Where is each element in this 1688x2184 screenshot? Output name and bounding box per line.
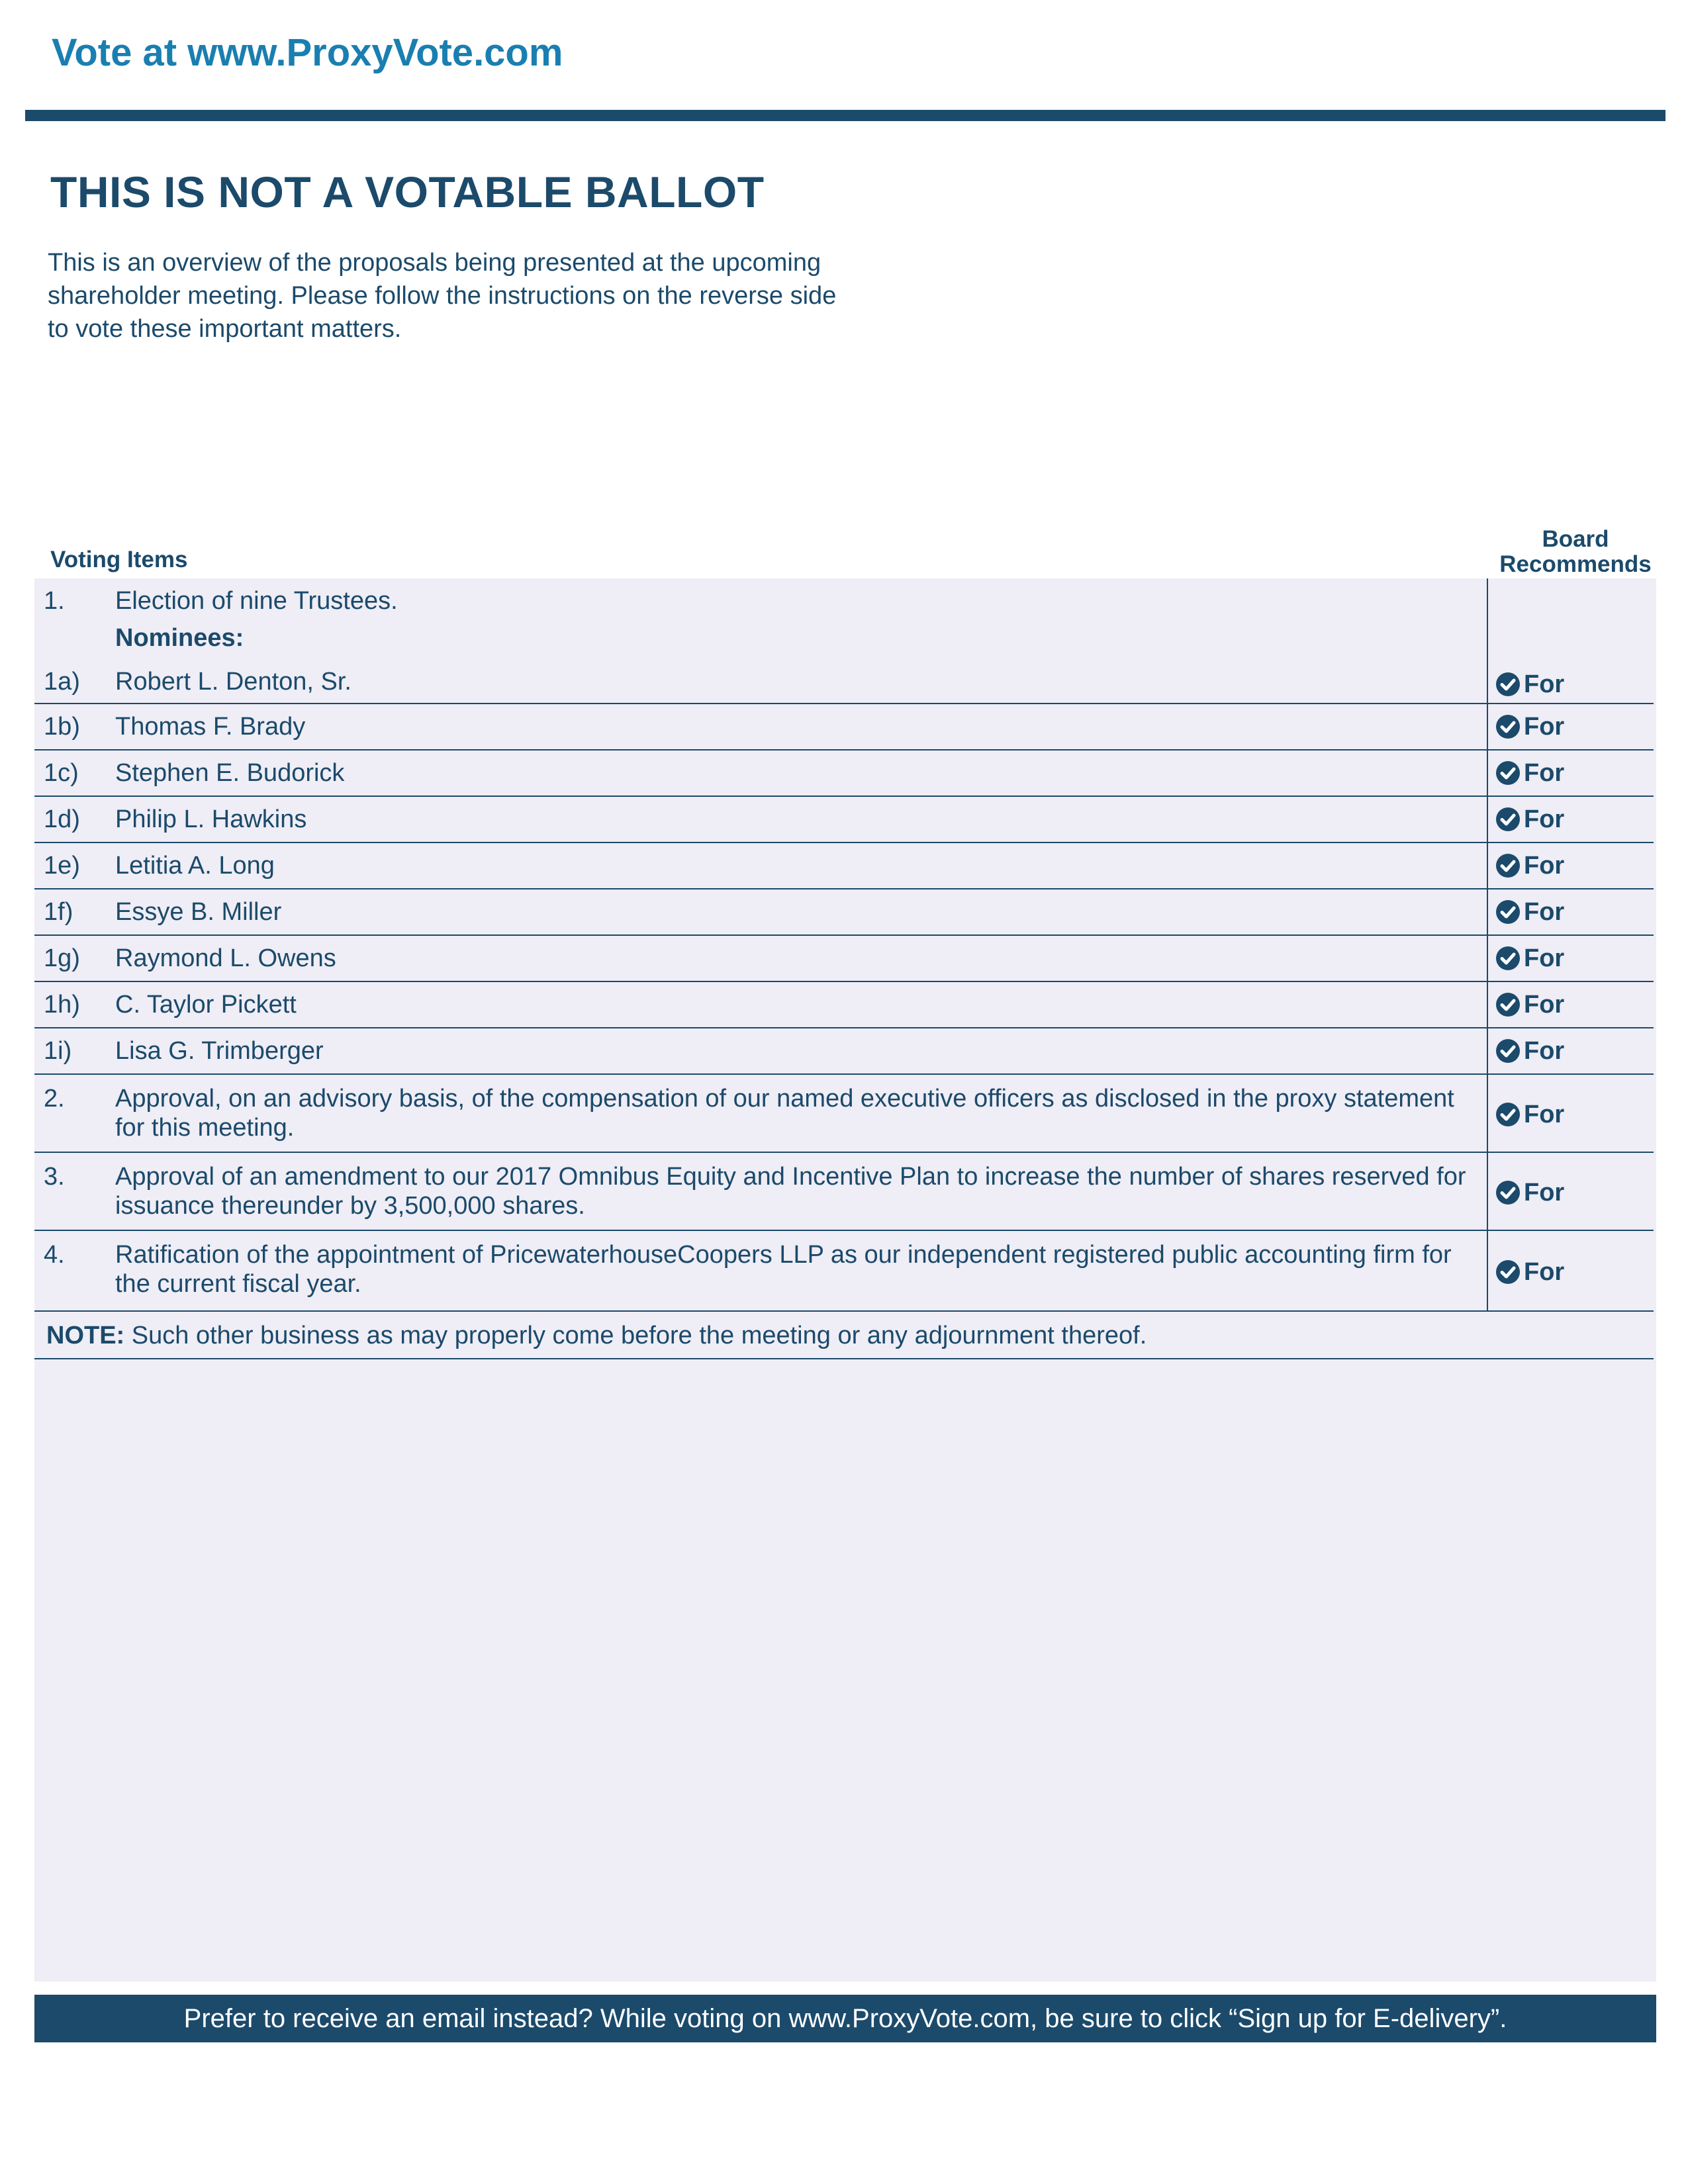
nominee-name: Essye B. Miller — [115, 898, 282, 926]
item-text: Ratification of the appointment of PricewaterhouseCoopers LLP as our independent registered public accounting firm for the current fiscal year. — [115, 1241, 1452, 1298]
table-row — [34, 578, 1654, 704]
edelivery-banner: Prefer to receive an email instead? While voting on www.ProxyVote.com, be sure to click “Sign up for E-delivery”. — [34, 1995, 1656, 2042]
recommendation: For — [1495, 1257, 1564, 1287]
vote-link[interactable]: Vote at www.ProxyVote.com — [52, 31, 563, 74]
recommendation: For — [1495, 851, 1564, 880]
nominee-number: 1e) — [44, 852, 80, 880]
table-row — [34, 704, 1654, 751]
voting-items-header: Voting Items — [50, 547, 188, 572]
check-circle-icon — [1495, 671, 1521, 698]
table-row — [34, 1028, 1654, 1075]
recommendation-cell — [1487, 1153, 1654, 1230]
table-row — [34, 889, 1654, 936]
nominee-name: Robert L. Denton, Sr. — [115, 668, 352, 696]
recommendation: For — [1495, 1100, 1564, 1129]
nominee-number: 1b) — [44, 713, 80, 741]
nominee-name: Letitia A. Long — [115, 852, 275, 880]
recommendation-cell — [1487, 936, 1654, 981]
recommendation-cell — [1487, 1028, 1654, 1073]
header-divider — [25, 110, 1665, 121]
check-circle-icon — [1495, 852, 1521, 879]
recommendation: For — [1495, 712, 1564, 741]
note-text: Such other business as may properly come before the meeting or any adjournment thereof. — [124, 1322, 1147, 1349]
item-number: 4. — [44, 1241, 65, 1269]
nominee-number: 1f) — [44, 898, 73, 926]
nominees-label: Nominees: — [115, 624, 244, 652]
item-number: 2. — [44, 1085, 65, 1113]
recommendation: For — [1495, 990, 1564, 1019]
recommendation-cell — [1487, 578, 1654, 703]
item-text: Election of nine Trustees. — [115, 587, 398, 615]
recommendation-cell — [1487, 843, 1654, 888]
nominee-name: Philip L. Hawkins — [115, 805, 307, 833]
table-row — [34, 936, 1654, 982]
recommendation-cell — [1487, 797, 1654, 842]
recommendation-cell — [1487, 889, 1654, 934]
item-number: 1. — [44, 587, 65, 615]
table-row — [34, 751, 1654, 797]
nominee-name: Raymond L. Owens — [115, 944, 336, 972]
nominee-number: 1d) — [44, 805, 80, 833]
recommendation-cell — [1487, 1075, 1654, 1152]
nominee-number: 1a) — [44, 668, 80, 696]
recommendation-cell — [1487, 982, 1654, 1027]
board-recommends-header: Board Recommends — [1499, 526, 1652, 577]
check-circle-icon — [1495, 991, 1521, 1018]
nominee-number: 1g) — [44, 944, 80, 972]
nominee-name: C. Taylor Pickett — [115, 991, 297, 1019]
nominee-name: Stephen E. Budorick — [115, 759, 345, 787]
recommendation-cell — [1487, 1231, 1654, 1310]
intro-paragraph: This is an overview of the proposals being presented at the upcoming shareholder meeting. Please follow the instructions on the reverse side to vote these important matters. — [48, 249, 837, 343]
check-circle-icon — [1495, 945, 1521, 972]
check-circle-icon — [1495, 1038, 1521, 1064]
recommendation-cell — [1487, 751, 1654, 796]
page-title: THIS IS NOT A VOTABLE BALLOT — [50, 167, 765, 216]
nominee-number: 1h) — [44, 991, 80, 1019]
check-circle-icon — [1495, 760, 1521, 786]
table-row — [34, 1231, 1654, 1312]
recommendation: For — [1495, 1036, 1564, 1066]
table-row — [34, 843, 1654, 889]
recommendation-cell — [1487, 704, 1654, 749]
nominee-number: 1i) — [44, 1037, 72, 1065]
table-row — [34, 1075, 1654, 1153]
check-circle-icon — [1495, 806, 1521, 833]
note-label: NOTE: — [46, 1322, 125, 1349]
recommendation: For — [1495, 805, 1564, 834]
recommendation: For — [1495, 944, 1564, 973]
check-circle-icon — [1495, 1101, 1521, 1128]
table-row — [34, 1153, 1654, 1231]
item-text: Approval, on an advisory basis, of the compensation of our named executive officers as disclosed in the proxy statement for this meeting. — [115, 1085, 1454, 1142]
recommendation: For — [1495, 1178, 1564, 1207]
table-row — [34, 982, 1654, 1028]
check-circle-icon — [1495, 899, 1521, 925]
table-row — [34, 797, 1654, 843]
recommendation: For — [1495, 758, 1564, 788]
check-circle-icon — [1495, 713, 1521, 740]
note-row — [34, 1312, 1654, 1359]
nominee-name: Thomas F. Brady — [115, 713, 306, 741]
item-number: 3. — [44, 1163, 65, 1191]
recommendation: For — [1495, 897, 1564, 927]
check-circle-icon — [1495, 1259, 1521, 1285]
recommendation: For — [1495, 670, 1564, 699]
nominee-name: Lisa G. Trimberger — [115, 1037, 324, 1065]
item-text: Approval of an amendment to our 2017 Omnibus Equity and Incentive Plan to increase the number of shares reserved for issuance thereunder by 3,500,000 shares. — [115, 1163, 1466, 1220]
nominee-number: 1c) — [44, 759, 79, 787]
check-circle-icon — [1495, 1179, 1521, 1206]
